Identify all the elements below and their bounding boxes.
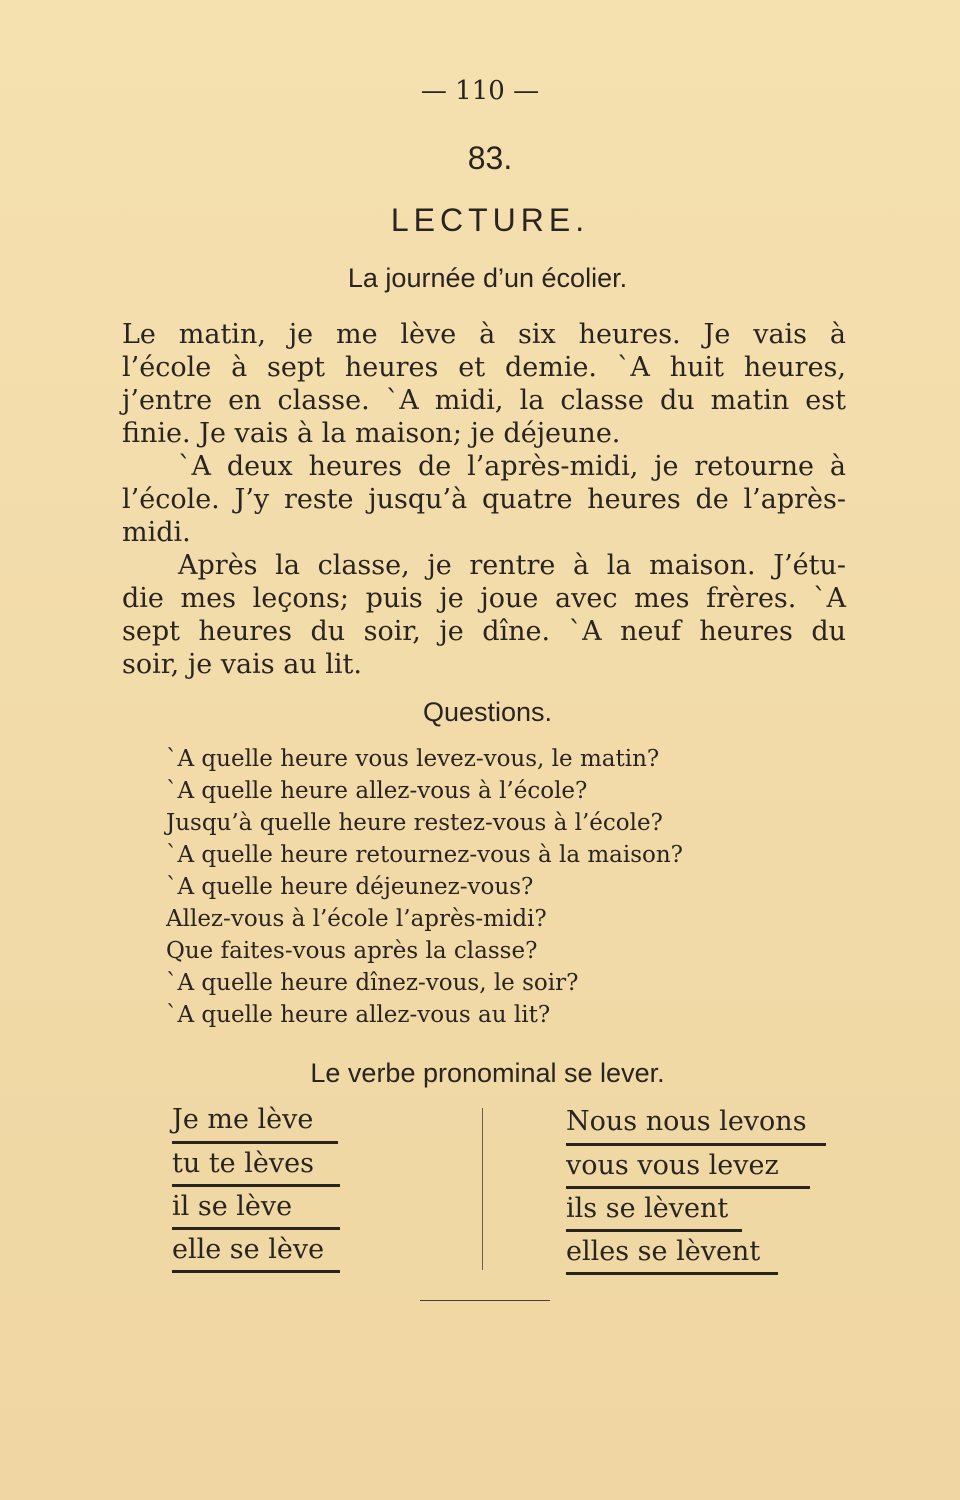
underline-rule [172, 1227, 340, 1230]
page-number: — 110 — [420, 76, 540, 106]
verb-title: Le verbe pronominal se lever. [310, 1058, 665, 1088]
question-item: `A quelle heure dînez-vous, le soir? [166, 970, 579, 996]
column-divider [482, 1108, 483, 1270]
question-item: `A quelle heure vous levez-vous, le matin? [166, 746, 660, 772]
question-item: `A quelle heure retournez-vous à la maison? [166, 842, 684, 868]
question-item: Jusqu’à quelle heure restez-vous à l’école? [166, 810, 663, 836]
conjugation-form: il se lève [172, 1191, 293, 1222]
underline-rule [566, 1143, 826, 1146]
reading-line: midi. [122, 517, 191, 548]
reading-line: `A deux heures de l’après-midi, je retourne à [178, 451, 846, 482]
reading-line: finie. Je vais à la maison; je déjeune. [122, 418, 621, 449]
question-item: `A quelle heure déjeunez-vous? [166, 874, 534, 900]
footer-rule [420, 1300, 550, 1301]
reading-line: j’entre en classe. `A midi, la classe du matin est [122, 385, 846, 416]
underline-rule [172, 1184, 340, 1187]
underline-rule [172, 1270, 340, 1273]
underline-rule [566, 1186, 810, 1189]
conjugation-form: elle se lève [172, 1234, 325, 1265]
reading-line: die mes leçons; puis je joue avec mes frères. `A [122, 583, 846, 614]
question-item: Allez-vous à l’école l’après-midi? [166, 906, 547, 932]
reading-line: sept heures du soir, je dîne. `A neuf heures du [122, 616, 846, 647]
underline-rule [566, 1272, 778, 1275]
conjugation-form: vous vous levez [566, 1150, 779, 1181]
reading-line: l’école. J’y reste jusqu’à quatre heures de l’après- [122, 484, 846, 515]
question-item: `A quelle heure allez-vous au lit? [166, 1002, 551, 1028]
conjugation-form: tu te lèves [172, 1148, 314, 1179]
conjugation-form: ils se lèvent [566, 1193, 729, 1224]
reading-line: Le matin, je me lève à six heures. Je vais à [122, 319, 846, 350]
lesson-title: La journée d’un écolier. [347, 263, 628, 293]
reading-line: Après la classe, je rentre à la maison. J’étu- [178, 550, 846, 581]
question-item: `A quelle heure allez-vous à l’école? [166, 778, 588, 804]
underline-rule [566, 1229, 742, 1232]
underline-rule [172, 1141, 338, 1144]
conjugation-form: Nous nous levons [566, 1106, 807, 1137]
conjugation-form: Je me lève [172, 1104, 314, 1135]
conjugation-form: elles se lèvent [566, 1236, 761, 1267]
reading-line: l’école à sept heures et demie. `A huit heures, [122, 352, 846, 383]
section-number: 83. [467, 140, 513, 176]
question-item: Que faites-vous après la classe? [166, 938, 538, 964]
reading-line: soir, je vais au lit. [122, 649, 362, 680]
section-title: LECTURE. [390, 202, 590, 238]
questions-title: Questions. [422, 697, 553, 727]
